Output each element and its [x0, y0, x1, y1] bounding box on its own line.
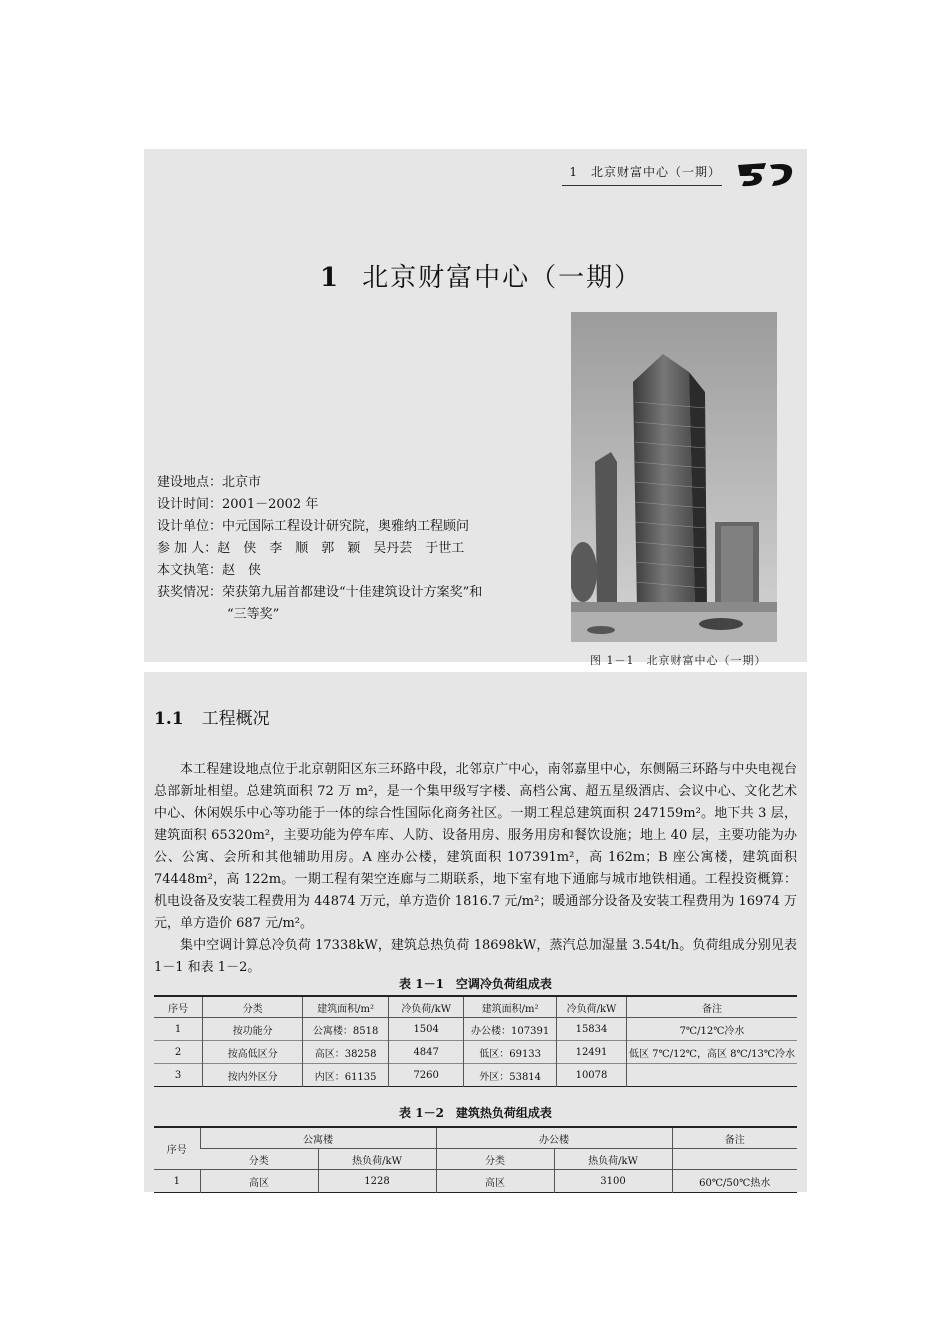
table-header: 办公楼: [436, 1127, 672, 1149]
info-row: [157, 560, 482, 582]
table-caption: 表 1－2 建筑热负荷组成表: [399, 1106, 552, 1120]
info-label: 本文执笔：: [157, 563, 223, 578]
table-cell: 低区：69133: [464, 1041, 557, 1064]
info-label: 参 加 人：: [157, 541, 218, 556]
table-cell: 1504: [389, 1018, 464, 1041]
info-value: 赵 侠 李 顺 郭 颖 吴丹芸 于世工: [217, 541, 465, 556]
section-panel: [144, 672, 807, 1192]
info-value: 北京市: [222, 475, 262, 490]
table-cell: 按内外区分: [203, 1064, 303, 1087]
table-cell: 按功能分: [203, 1018, 303, 1041]
table-header: 热负荷/kW: [554, 1149, 672, 1170]
figure-caption: 图 1－1 北京财富中心（一期）: [590, 654, 767, 667]
publisher-logo-icon: [736, 159, 796, 189]
section-title-text: 工程概况: [201, 709, 270, 729]
table-header: 备注: [672, 1127, 797, 1149]
building-photo: [571, 312, 777, 642]
info-row: [157, 582, 482, 604]
info-label: 设计时间：: [157, 497, 223, 512]
info-label: 设计单位：: [157, 519, 223, 534]
running-header-rule: [562, 185, 722, 186]
table-cell: 10078: [556, 1064, 626, 1087]
table-cell: 3: [154, 1064, 203, 1087]
chapter-title-text: 北京财富中心（一期）: [362, 263, 643, 293]
table-cell: 7260: [389, 1064, 464, 1087]
table-header: 分类: [436, 1149, 554, 1170]
table-row: [154, 1041, 797, 1064]
table-header-row: [154, 996, 797, 1018]
heating-load-table: [154, 1126, 797, 1193]
table-row: [154, 1170, 797, 1193]
running-header: 1 北京财富中心（一期）: [569, 165, 721, 179]
table-header: 序号: [154, 996, 203, 1018]
table-cell: 公寓楼：8518: [303, 1018, 389, 1041]
table-caption: 表 1－1 空调冷负荷组成表: [399, 977, 552, 991]
chapter-title: [320, 257, 642, 294]
table-cell: 1228: [318, 1170, 436, 1193]
table-header: 热负荷/kW: [318, 1149, 436, 1170]
table-header: 建筑面积/m²: [303, 996, 389, 1018]
table-header: 冷负荷/kW: [389, 996, 464, 1018]
table-row: [154, 1018, 797, 1041]
table-cell: 低区 7℃/12℃，高区 8℃/13℃冷水: [626, 1041, 797, 1064]
table-header: 分类: [200, 1149, 318, 1170]
info-value: 赵 侠: [222, 563, 262, 578]
table-cell: 高区: [436, 1170, 554, 1193]
table-row: [154, 1064, 797, 1087]
table-cell: [626, 1064, 797, 1087]
info-value: 中元国际工程设计研究院，奥雅纳工程顾问: [222, 519, 470, 534]
info-label: 建设地点：: [157, 475, 223, 490]
table-header: 备注: [626, 996, 797, 1018]
table-sub-header-row: [154, 1149, 797, 1170]
table-cell: 1: [154, 1018, 203, 1041]
info-continuation: “三等奖”: [227, 607, 280, 622]
table-cell: 2: [154, 1041, 203, 1064]
info-value: 荣获第九届首都建设“十佳建筑设计方案奖”和: [222, 585, 483, 600]
info-label: 获奖情况：: [157, 585, 223, 600]
section-number: 1.1: [154, 709, 184, 729]
table-header: 公寓楼: [200, 1127, 436, 1149]
table-header: 序号: [154, 1127, 200, 1170]
table-header-empty: [672, 1149, 797, 1170]
table-header: 分类: [203, 996, 303, 1018]
table-cell: 1: [154, 1170, 200, 1193]
body-paragraph: 集中空调计算总冷负荷 17338kW，建筑总热负荷 18698kW，蒸汽总加湿量 3.54t/h。负荷组成分别见表 1－1 和表 1－2。: [154, 938, 797, 975]
table-cell: 4847: [389, 1041, 464, 1064]
table-cell: 高区: [200, 1170, 318, 1193]
table-cell: 按高低区分: [203, 1041, 303, 1064]
info-row: [157, 516, 482, 538]
table-cell: 60℃/50℃热水: [672, 1170, 797, 1193]
table-group-header-row: [154, 1127, 797, 1149]
body-paragraph: 本工程建设地点位于北京朝阳区东三环路中段，北邻京广中心，南邻嘉里中心，东侧隔三环路与中央电视台总部新址相望。总建筑面积 72 万 m²，是一个集甲级写字楼、高档公寓、超五星级酒店、会议中心、文化艺术中心、休闲娱乐中心等功能于一体的综合性国际化商务社区。一期工程总建筑面积 247159m²。地下共 3 层，建筑面积 65320m²，主要功能为停车库、人防、设备用房、服务用房和餐饮设施；地上 40 层，主要功能为办公、公寓、会所和其他辅助用房。A 座办公楼，建筑面积 107391m²，高 162m；B 座公寓楼，建筑面积 74448m²，高 122m。一期工程有架空连廊与二期联系，地下室有地下通廊与城市地铁相通。工程投资概算：机电设备及安装工程费用为 44874 万元，单方造价 1816.7 元/m²；暖通部分设备及安装工程费用为 16974 万元，单方造价 687 元/m²。: [154, 762, 797, 931]
cooling-load-table: [154, 995, 797, 1087]
info-row: [157, 538, 482, 560]
table-cell: 内区：61135: [303, 1064, 389, 1087]
info-row: [157, 494, 482, 516]
table-cell: 外区：53814: [464, 1064, 557, 1087]
table-cell: 3100: [554, 1170, 672, 1193]
table-cell: 15834: [556, 1018, 626, 1041]
project-info: [157, 472, 482, 626]
info-row: [157, 472, 482, 494]
table-header: 冷负荷/kW: [556, 996, 626, 1018]
table-cell: 办公楼：107391: [464, 1018, 557, 1041]
table-cell: 7℃/12℃冷水: [626, 1018, 797, 1041]
info-value: 2001－2002 年: [222, 497, 319, 512]
chapter-number: 1: [320, 263, 341, 293]
table-header: 建筑面积/m²: [464, 996, 557, 1018]
table-cell: 12491: [556, 1041, 626, 1064]
section-title: [154, 704, 270, 729]
table-cell: 高区：38258: [303, 1041, 389, 1064]
chapter-header-panel: [144, 149, 807, 667]
